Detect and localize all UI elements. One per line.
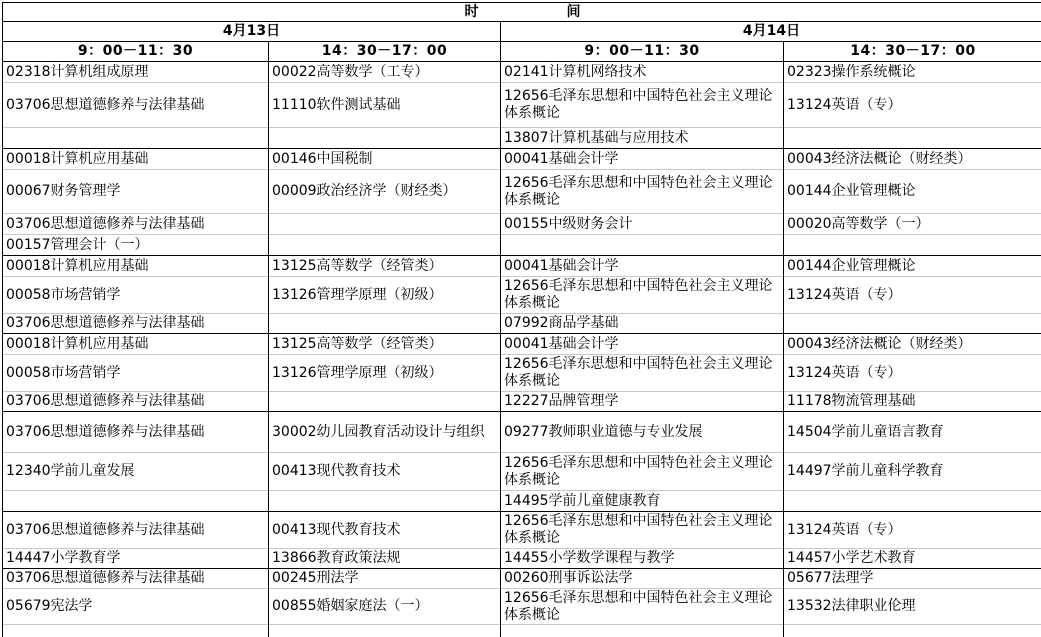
course-cell: 00022高等数学（工专）	[269, 62, 501, 83]
table-row	[3, 625, 1041, 637]
table-row	[3, 334, 1041, 355]
course-cell: 14495学前儿童健康教育	[501, 491, 784, 512]
course-cell: 03706思想道德修养与法律基础	[3, 214, 269, 235]
table-row	[3, 314, 1041, 334]
course-cell: 00144企业管理概论	[784, 170, 1041, 214]
course-cell: 14447小学教育学	[3, 549, 269, 569]
course-cell	[784, 625, 1041, 637]
table-row	[3, 491, 1041, 512]
course-cell: 00058市场营销学	[3, 277, 269, 314]
course-cell: 14455小学数学课程与教学	[501, 549, 784, 569]
table-row	[3, 453, 1041, 491]
table-row	[3, 512, 1041, 549]
session-row	[3, 42, 1041, 62]
date-header-apr13: 4月13日	[3, 22, 501, 42]
course-cell: 00041基础会计学	[501, 334, 784, 355]
exam-schedule-table	[2, 2, 1041, 637]
course-cell	[269, 625, 501, 637]
course-cell: 11178物流管理基础	[784, 392, 1041, 412]
course-cell	[269, 392, 501, 412]
course-cell: 03706思想道德修养与法律基础	[3, 83, 269, 128]
session-header-apr14-pm: 14：30－17：00	[784, 42, 1041, 62]
course-cell	[501, 625, 784, 637]
course-cell: 07992商品学基础	[501, 314, 784, 334]
course-cell: 00413现代教育技术	[269, 512, 501, 549]
time-header	[3, 3, 1041, 22]
table-row	[3, 62, 1041, 83]
table-row	[3, 277, 1041, 314]
course-cell: 05679宪法学	[3, 589, 269, 625]
course-cell: 03706思想道德修养与法律基础	[3, 314, 269, 334]
schedule-body	[3, 3, 1041, 637]
course-cell: 14457小学艺术教育	[784, 549, 1041, 569]
course-cell: 00018计算机应用基础	[3, 334, 269, 355]
course-cell: 11110软件测试基础	[269, 83, 501, 128]
course-cell	[3, 128, 269, 149]
table-row	[3, 214, 1041, 235]
course-cell: 13866教育政策法规	[269, 549, 501, 569]
course-cell: 13126管理学原理（初级）	[269, 355, 501, 392]
course-cell: 13532法律职业伦理	[784, 589, 1041, 625]
session-header-apr13-pm: 14：30－17：00	[269, 42, 501, 62]
course-cell	[269, 314, 501, 334]
course-cell: 12656毛泽东思想和中国特色社会主义理论体系概论	[501, 170, 784, 214]
table-row	[3, 549, 1041, 569]
session-header-apr13-am: 9：00－11：30	[3, 42, 269, 62]
table-row	[3, 589, 1041, 625]
course-cell	[784, 235, 1041, 256]
course-cell: 12227品牌管理学	[501, 392, 784, 412]
course-cell: 00041基础会计学	[501, 149, 784, 170]
time-header-right: 间	[567, 4, 581, 20]
course-cell: 05677法理学	[784, 569, 1041, 589]
course-cell: 00067财务管理学	[3, 170, 269, 214]
table-row	[3, 355, 1041, 392]
course-cell: 00043经济法概论（财经类）	[784, 149, 1041, 170]
course-cell: 30002幼儿园教育活动设计与组织	[269, 412, 501, 453]
course-cell	[501, 235, 784, 256]
table-row	[3, 235, 1041, 256]
course-cell: 03706思想道德修养与法律基础	[3, 412, 269, 453]
course-cell: 00146中国税制	[269, 149, 501, 170]
course-cell	[784, 128, 1041, 149]
course-cell: 13124英语（专）	[784, 83, 1041, 128]
table-row	[3, 569, 1041, 589]
table-row	[3, 83, 1041, 128]
course-cell	[784, 491, 1041, 512]
course-cell: 00009政治经济学（财经类）	[269, 170, 501, 214]
course-cell: 02141计算机网络技术	[501, 62, 784, 83]
course-cell: 00260刑事诉讼法学	[501, 569, 784, 589]
table-row	[3, 392, 1041, 412]
course-cell: 13124英语（专）	[784, 355, 1041, 392]
course-cell: 12656毛泽东思想和中国特色社会主义理论体系概论	[501, 512, 784, 549]
course-cell	[269, 214, 501, 235]
course-cell: 00018计算机应用基础	[3, 149, 269, 170]
course-cell: 12656毛泽东思想和中国特色社会主义理论体系概论	[501, 355, 784, 392]
course-cell	[3, 491, 269, 512]
course-cell: 00058市场营销学	[3, 355, 269, 392]
table-row	[3, 170, 1041, 214]
course-cell: 00157管理会计（一）	[3, 235, 269, 256]
course-cell	[3, 625, 269, 637]
table-row	[3, 256, 1041, 277]
title-row	[3, 3, 1041, 22]
course-cell: 13124英语（专）	[784, 512, 1041, 549]
course-cell	[269, 128, 501, 149]
course-cell: 00144企业管理概论	[784, 256, 1041, 277]
course-cell	[269, 491, 501, 512]
course-cell	[784, 314, 1041, 334]
course-cell: 03706思想道德修养与法律基础	[3, 569, 269, 589]
course-cell: 12656毛泽东思想和中国特色社会主义理论体系概论	[501, 589, 784, 625]
course-cell: 00855婚姻家庭法（一）	[269, 589, 501, 625]
date-row	[3, 22, 1041, 42]
course-cell: 14497学前儿童科学教育	[784, 453, 1041, 491]
course-cell: 03706思想道德修养与法律基础	[3, 392, 269, 412]
course-cell: 00041基础会计学	[501, 256, 784, 277]
course-cell: 12340学前儿童发展	[3, 453, 269, 491]
course-cell: 13125高等数学（经管类）	[269, 256, 501, 277]
course-cell: 09277教师职业道德与专业发展	[501, 412, 784, 453]
course-cell: 12656毛泽东思想和中国特色社会主义理论体系概论	[501, 453, 784, 491]
course-cell: 13125高等数学（经管类）	[269, 334, 501, 355]
course-cell: 00155中级财务会计	[501, 214, 784, 235]
course-cell: 12656毛泽东思想和中国特色社会主义理论体系概论	[501, 277, 784, 314]
course-cell	[269, 235, 501, 256]
course-cell: 13124英语（专）	[784, 277, 1041, 314]
course-cell: 02318计算机组成原理	[3, 62, 269, 83]
date-header-apr14: 4月14日	[501, 22, 1041, 42]
table-row	[3, 149, 1041, 170]
course-cell: 00018计算机应用基础	[3, 256, 269, 277]
course-cell: 03706思想道德修养与法律基础	[3, 512, 269, 549]
course-cell: 02323操作系统概论	[784, 62, 1041, 83]
course-cell: 12656毛泽东思想和中国特色社会主义理论体系概论	[501, 83, 784, 128]
session-header-apr14-am: 9：00－11：30	[501, 42, 784, 62]
course-cell: 00245刑法学	[269, 569, 501, 589]
time-header-left: 时	[465, 4, 479, 20]
course-cell: 13126管理学原理（初级）	[269, 277, 501, 314]
course-cell: 00020高等数学（一）	[784, 214, 1041, 235]
table-row	[3, 412, 1041, 453]
course-cell: 00413现代教育技术	[269, 453, 501, 491]
course-cell: 00043经济法概论（财经类）	[784, 334, 1041, 355]
table-row	[3, 128, 1041, 149]
course-cell: 13807计算机基础与应用技术	[501, 128, 784, 149]
course-cell: 14504学前儿童语言教育	[784, 412, 1041, 453]
